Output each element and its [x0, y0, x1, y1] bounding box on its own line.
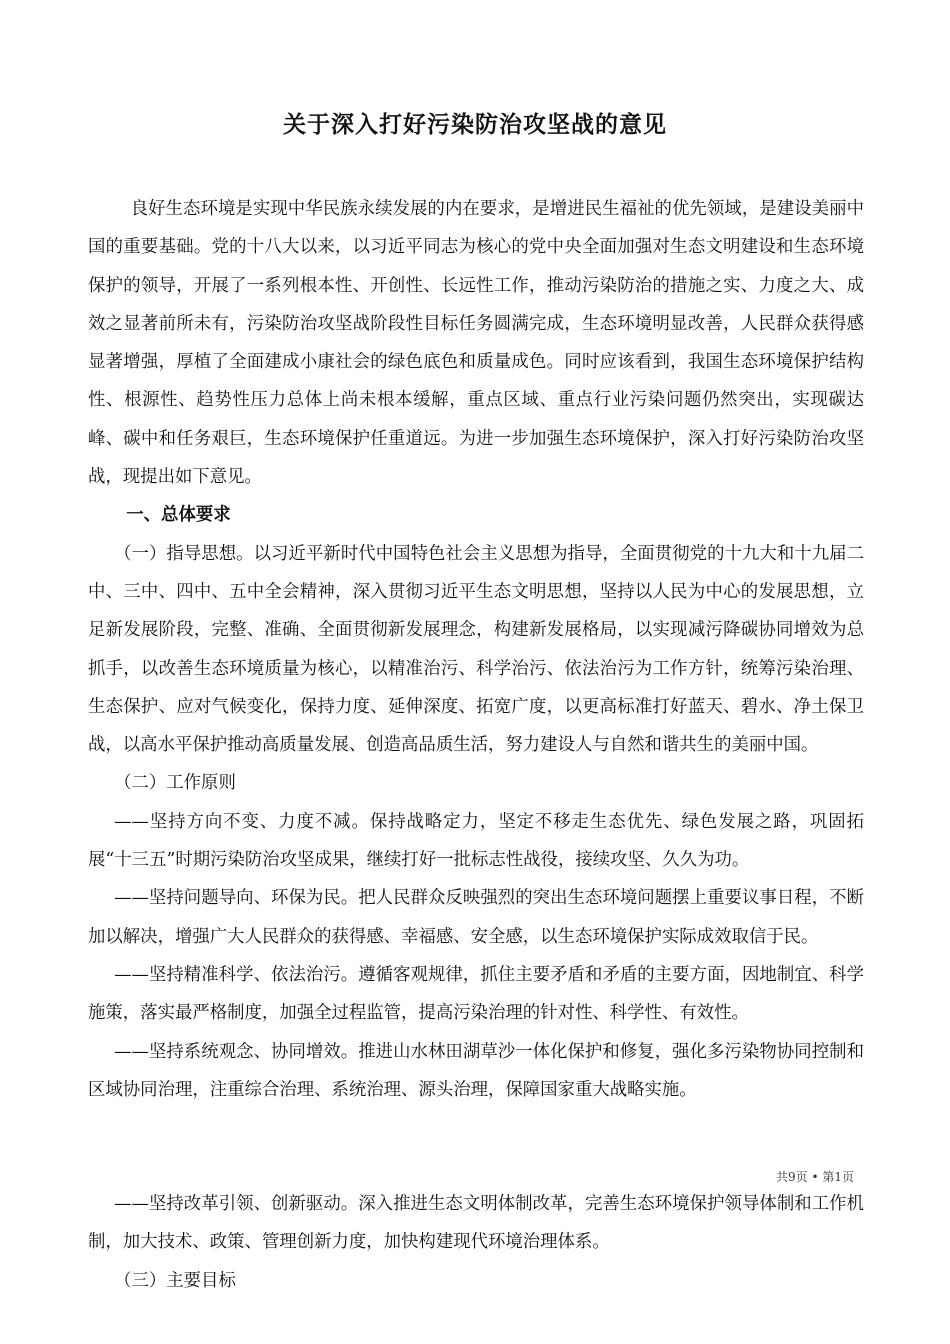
work-principles-heading: （二）工作原则	[114, 773, 236, 794]
principle-paragraph: ——坚持系统观念、协同增效。推进山水林田湖草沙一体化保护和修复，强化多污染物协同控制和区域协同治理，注重综合治理、系统治理、源头治理，保障国家重大战略实施。	[88, 1041, 864, 1100]
intro-paragraph: 良好生态环境是实现中华民族永续发展的内在要求，是增进民生福祉的优先领域，是建设美丽中国的重要基础。党的十八大以来，以习近平同志为核心的党中央全面加强对生态文明建设和生态环境保护的领导，开展了一系列根本性、开创性、长远性工作，推动污染防治的措施之实、力度之大、成效之显著前所未有，污染防治攻坚战阶段性目标任务圆满完成，生态环境明显改善，人民群众获得感显著增强，厚植了全面建成小康社会的绿色底色和质量成色。同时应该看到，我国生态环境保护结构性、根源性、趋势性压力总体上尚未根本缓解，重点区域、重点行业污染问题仍然突出，实现碳达峰、碳中和任务艰巨，生态环境保护任重道远。为进一步加强生态环境保护，深入打好污染防治攻坚战，现提出如下意见。	[88, 199, 864, 488]
section-heading-overall-requirements: 一、总体要求	[126, 505, 231, 526]
page-2-body	[88, 1185, 864, 1300]
principle-paragraph: ——坚持改革引领、创新驱动。深入推进生态文明体制改革，完善生态环境保护领导体制和工作机制，加大技术、政策、管理创新力度，加快构建现代环境治理体系。	[88, 1194, 864, 1253]
page-footer: 共9页 • 第1页	[776, 1170, 854, 1184]
principle-paragraph: ——坚持方向不变、力度不减。保持战略定力，坚定不移走生态优先、绿色发展之路，巩固拓展“十三五”时期污染防治攻坚成果，继续打好一批标志性战役，接续攻坚、久久为功。	[88, 811, 864, 871]
document-title: 关于深入打好污染防治攻坚战的意见	[283, 112, 667, 138]
main-goals-heading: （三）主要目标	[114, 1270, 236, 1291]
principle-paragraph: ——坚持问题导向、环保为民。把人民群众反映强烈的突出生态环境问题摆上重要议事日程，不断加以解决，增强广大人民群众的获得感、幸福感、安全感，以生态环境保护实际成效取信于民。	[88, 888, 864, 947]
page-1-body	[88, 190, 864, 1109]
guiding-ideology-paragraph: （一）指导思想。以习近平新时代中国特色社会主义思想为指导，全面贯彻党的十九大和十九届二中、三中、四中、五中全会精神，深入贯彻习近平生态文明思想，坚持以人民为中心的发展思想，立足新发展阶段，完整、准确、全面贯彻新发展理念，构建新发展格局，以实现减污降碳协同增效为总抓手，以改善生态环境质量为核心，以精准治污、科学治污、依法治污为工作方针，统筹污染治理、生态保护、应对气候变化，保持力度、延伸深度、拓宽广度，以更高标准打好蓝天、碧水、净土保卫战，以高水平保护推动高质量发展、创造高品质生活，努力建设人与自然和谐共生的美丽中国。	[88, 543, 864, 756]
principle-paragraph: ——坚持精准科学、依法治污。遵循客观规律，抓住主要矛盾和矛盾的主要方面，因地制宜、科学施策，落实最严格制度，加强全过程监管，提高污染治理的针对性、科学性、有效性。	[88, 964, 864, 1024]
